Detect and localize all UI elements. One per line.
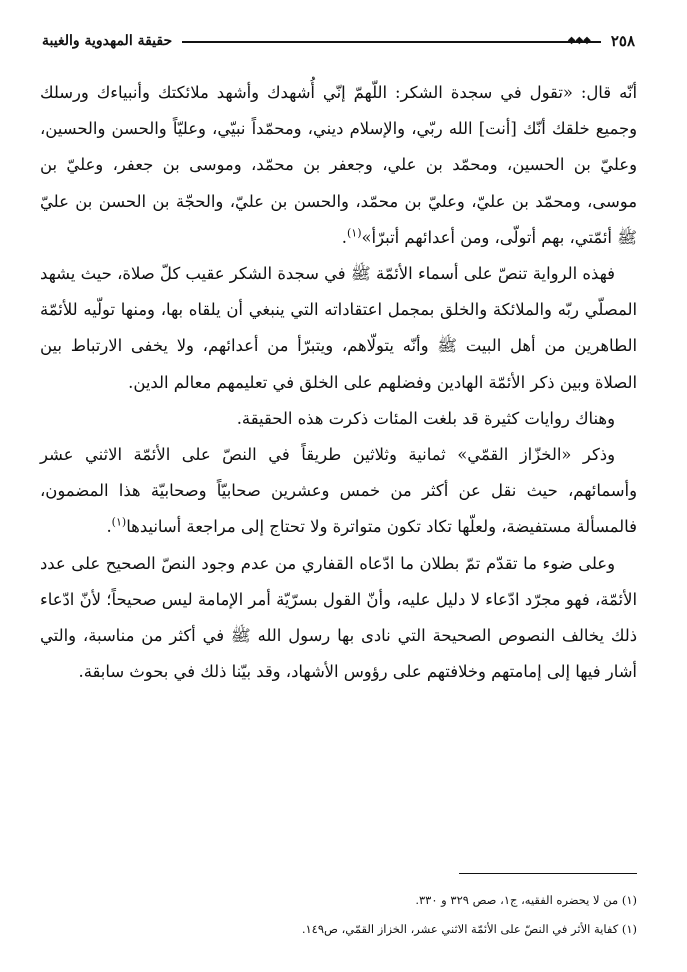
footnote-1: (١) من لا يحضره الفقيه، ج١، صص ٣٢٩ و ٣٣٠. <box>415 893 637 907</box>
paragraph-4-text: وذكر «الخزّاز القمّي» ثمانية وثلاثين طريقاً في النصّ على الأئمّة الاثني عشر وأسمائهم، حيث نقل عن أكثر من خمس وعشرين صحابيّاً وصحابيّة هذا المضمون، فالمسألة مستفيضة، ولعلّها تكاد تكون متواترة ولا تحتاج إلى مراجعة أسانيدها <box>40 445 637 537</box>
page-number: ٢٥٨ <box>610 32 635 50</box>
book-title: حقيقة المهدوية والغيبة <box>42 33 173 49</box>
footnote-2: (١) كفاية الأثر في النصّ على الأئمّة الاثني عشر، الخزاز القمّي، ص١٤٩. <box>301 922 637 936</box>
paragraph-1 <box>40 75 637 256</box>
footnote-ref-1: (١) <box>347 226 362 240</box>
header-rule <box>182 34 601 48</box>
diamond-ornament-icon: ◆◆◆ <box>567 35 591 46</box>
paragraph-5: وعلى ضوء ما تقدّم تمّ بطلان ما ادّعاه القفاري من عدم وجود النصّ الصحيح على عدد الأئمّة، فهو مجرّد ادّعاء لا دليل عليه، وأنّ القول بسرّيّة أمر الإمامة ليس صحيحاً؛ لأنّ ادّعاء ذلك يخالف النصوص الصحيحة التي نادى بها رسول الله ﷺ في أكثر من مناسبة، والتي أشار فيها إلى إمامتهم وخلافتهم على رؤوس الأشهاد، وقد بيّنا ذلك في بحوث سابقة. <box>40 553 637 682</box>
main-text <box>40 75 637 690</box>
footnotes <box>40 886 637 944</box>
paragraph-1-text: أنّه قال: «تقول في سجدة الشكر: اللّهمّ إنّي أُشهدك وأشهد ملائكتك وأنبياءك ورسلك وجميع خلقك أنّك [أنت] الله ربّي، والإسلام ديني، ومحمّداً نبيّي، وعليّاً والحسن والحسين، وعليّ بن الحسين، ومحمّد بن علي، وجعفر بن محمّد، وموسى بن جعفر، وعليّ بن موسى، ومحمّد بن عليّ، وعليّ بن محمّد، والحسن بن عليّ، والحجّة بن الحسن بن عليّ ﷺ أئمّتي، بهم أتولّى، ومن أعدائهم أتبرّأ» <box>40 83 637 247</box>
page-header <box>42 26 635 56</box>
footnote-divider <box>459 873 637 874</box>
paragraph-3: وهناك روايات كثيرة قد بلغت المئات ذكرت هذه الحقيقة. <box>236 408 615 428</box>
header-line <box>182 41 601 43</box>
paragraph-4-end: . <box>106 517 112 537</box>
paragraph-1-end: . <box>341 227 347 247</box>
paragraph-4 <box>40 437 637 546</box>
footnote-ref-2: (١) <box>111 515 127 529</box>
paragraph-2: فهذه الرواية تنصّ على أسماء الأئمّة ﷺ في سجدة الشكر عقيب كلّ صلاة، حيث يشهد المصلّي ربّه والملائكة والخلق بمجمل اعتقاداته التي ينبغي أن يلقاه بها، ومنها تولّيه للأئمّة الطاهرين من أهل البيت ﷺ وأنّه يتولّاهم، ويتبرّأ من أعدائهم، ولا يخفى الارتباط بين الصلاة وبين ذكر الأئمّة الهادين وفضلهم على الخلق في تعليمهم معالم الدين. <box>40 264 637 392</box>
